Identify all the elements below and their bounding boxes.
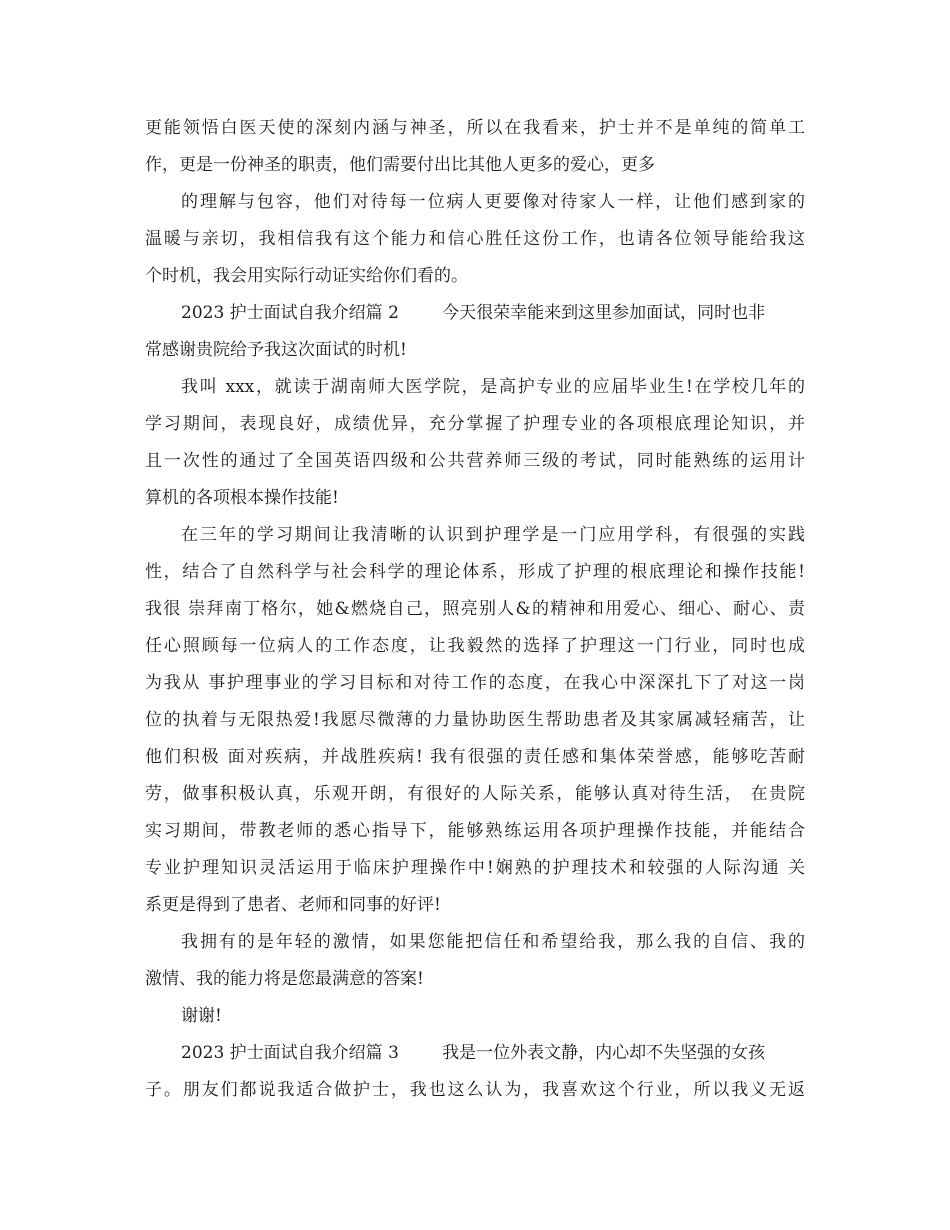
- text-line: 温暖与亲切，我相信我有这个能力和信心胜任这份工作，也请各位领导能给我这: [145, 229, 805, 249]
- text-line: 我很 崇拜南丁格尔，她&燃烧自己，照亮别人&的精神和用爱心、细心、耐心、责: [145, 599, 805, 619]
- text-line: 专业护理知识灵活运用于临床护理操作中!娴熟的护理技术和较强的人际沟通 关: [145, 858, 805, 878]
- text-line: 常感谢贵院给予我这次面试的时机!: [145, 340, 407, 360]
- text-line: 我拥有的是年轻的激情，如果您能把信任和希望给我，那么我的自信、我的: [181, 932, 805, 952]
- text-line: 我叫 xxx，就读于湖南师大医学院，是高护专业的应届毕业生!在学校几年的: [181, 377, 805, 397]
- text-line: 实习期间，带教老师的悉心指导下，能够熟练运用各项护理操作技能，并能结合: [145, 821, 805, 841]
- text-line: 算机的各项根本操作技能!: [145, 488, 339, 508]
- text-line: 劳，做事积极认真，乐观开朗，有很好的人际关系，能够认真对待生活， 在贵院: [145, 784, 805, 804]
- text-line: 他们积极 面对疾病，并战胜疾病! 我有很强的责任感和集体荣誉感，能够吃苦耐: [145, 747, 805, 767]
- text-line: 个时机，我会用实际行动证实给你们看的。: [145, 266, 468, 286]
- text-line: 的理解与包容，他们对待每一位病人更要像对待家人一样，让他们感到家的: [181, 192, 805, 212]
- text-line: 在三年的学习期间让我清晰的认识到护理学是一门应用学科，有很强的实践: [181, 525, 805, 545]
- section-heading-line: 2023 护士面试自我介绍篇 2 今天很荣幸能来到这里参加面试，同时也非: [181, 303, 766, 323]
- text-line: 为我从 事护理事业的学习目标和对待工作的态度，在我心中深深扎下了对这一岗: [145, 673, 805, 693]
- document-page: [145, 0, 805, 1230]
- text-line: 作，更是一份神圣的职责，他们需要付出比其他人更多的爱心，更多: [145, 155, 655, 175]
- text-line: 任心照顾每一位病人的工作态度，让我毅然的选择了护理这一门行业，同时也成: [145, 636, 805, 656]
- text-line: 学习期间，表现良好，成绩优异，充分掌握了护理专业的各项根底理论知识，并: [145, 414, 805, 434]
- text-line: 系更是得到了患者、老师和同事的好评!: [145, 895, 441, 915]
- text-line: 位的执着与无限热爱!我愿尽微薄的力量协助医生帮助患者及其家属减轻痛苦，让: [145, 710, 805, 730]
- text-line: 性，结合了自然科学与社会科学的理论体系，形成了护理的根底理论和操作技能!: [145, 562, 805, 582]
- text-line: 更能领悟白医天使的深刻内涵与神圣，所以在我看来，护士并不是单纯的简单工: [145, 118, 805, 138]
- text-line: 激情、我的能力将是您最满意的答案!: [145, 969, 424, 989]
- section-heading-line: 2023 护士面试自我介绍篇 3 我是一位外表文静，内心却不失坚强的女孩: [181, 1043, 766, 1063]
- text-line: 且一次性的通过了全国英语四级和公共营养师三级的考试，同时能熟练的运用计: [145, 451, 805, 471]
- text-line: 子。朋友们都说我适合做护士，我也这么认为，我喜欢这个行业，所以我义无返: [145, 1080, 805, 1100]
- text-line: 谢谢!: [181, 1006, 222, 1026]
